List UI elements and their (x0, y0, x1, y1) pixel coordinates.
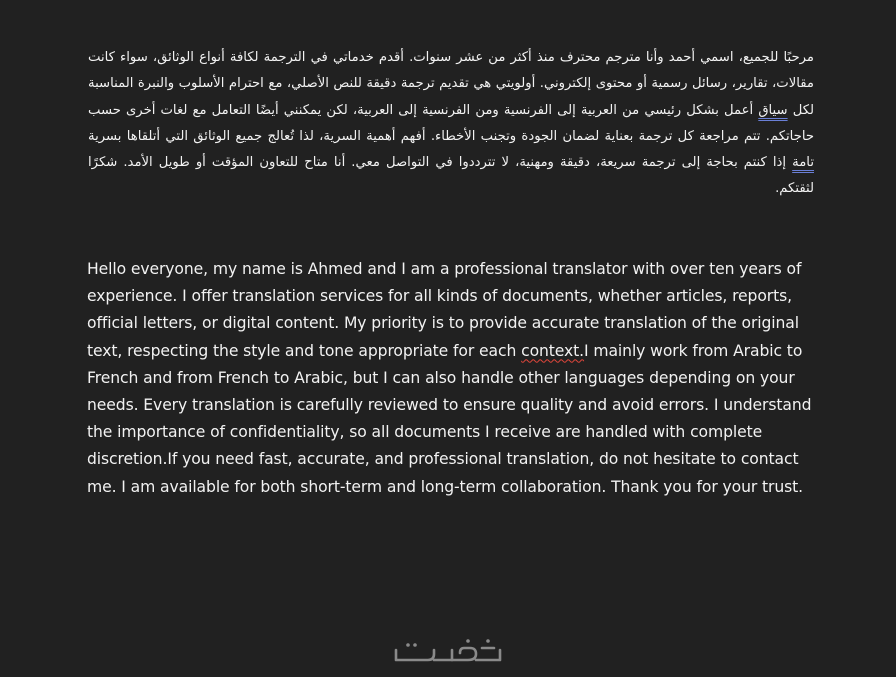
khamsat-logo-icon (394, 636, 504, 666)
arabic-text-part3: إذا كنتم بحاجة إلى ترجمة سريعة، دقيقة ومهنية، لا تترددوا في التواصل معي. أنا متاح للتعاون المؤقت أو طويل الأمد. شكرًا لثقتكم. (88, 155, 814, 197)
english-paragraph (87, 256, 815, 501)
arabic-text-part2: أعمل بشكل رئيسي من العربية إلى الفرنسية ومن الفرنسية إلى العربية، لكن يمكنني أيضًا التعامل مع لغات أخرى حسب حاجاتكم. تتم مراجعة كل ترجمة بعناية لضمان الجودة وتجنب الأخطاء. أفهم أهمية السرية، لذا تُعالج جميع الوثائق التي أتلقاها بسرية (88, 102, 814, 144)
grammar-flag-tamma[interactable]: تامة (792, 155, 814, 171)
arabic-paragraph (88, 45, 814, 203)
khamsat-logo-watermark (394, 636, 504, 666)
spelling-flag-context[interactable]: context. (521, 341, 585, 360)
english-text-part1: Hello everyone, my name is Ahmed and I am a professional translator with over ten years of experience. I offer translation services for all kinds of documents, whether articles, reports, official letters, or digital content. My priority is to provide accurate translation of the original text, respecting the style and tone appropriate for each (87, 260, 802, 360)
grammar-flag-siyaq[interactable]: سياق (758, 102, 788, 118)
english-text (87, 256, 815, 501)
english-text-part2: I mainly work from Arabic to French and from French to Arabic, but I can also handle other languages depending on your needs. Every translation is carefully reviewed to ensure quality and avoid errors. I understand the importance of confidentiality, so all documents I receive are handled with complete discretion.If you need fast, accurate, and professional translation, do not hesitate to contact me. I am available for both short-term and long-term collaboration. Thank you for your trust. (87, 341, 812, 496)
arabic-text-part1: مرحبًا للجميع، اسمي أحمد وأنا مترجم محترف منذ أكثر من عشر سنوات. أقدم خدماتي في الترجمة لكافة أنواع الوثائق، سواء كانت مقالات، تقارير، رسائل رسمية أو محتوى إلكتروني. أولويتي هي تقديم ترجمة دقيقة للنص الأصلي، مع احترام الأسلوب والنبرة المناسبة لكل (88, 50, 815, 118)
arabic-text (88, 45, 814, 203)
